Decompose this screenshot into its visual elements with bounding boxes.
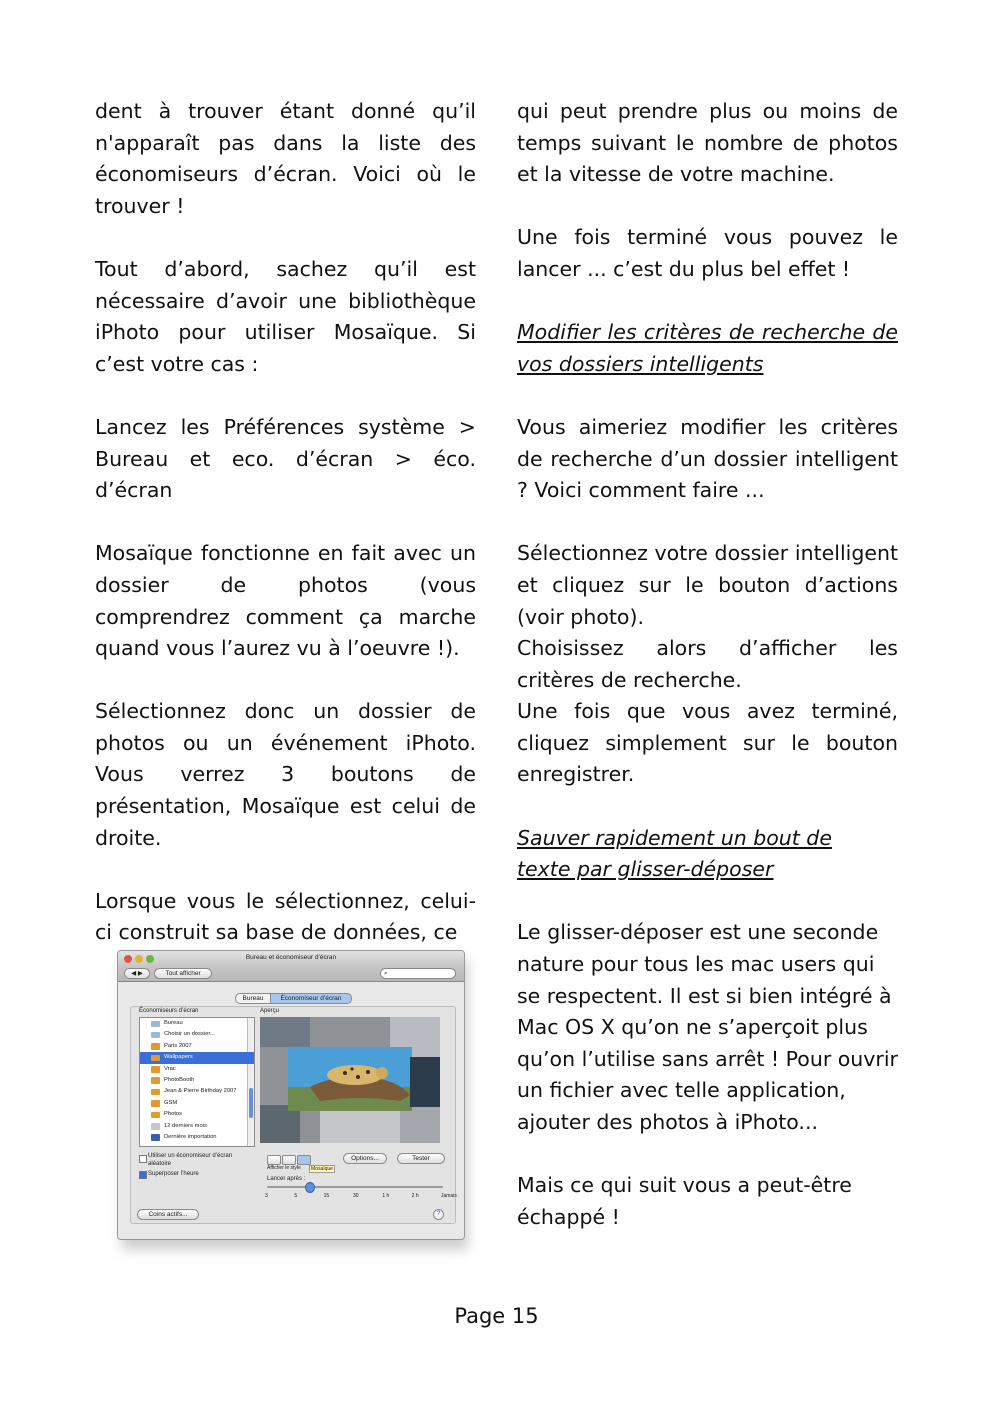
list-item-label: Wallpapers	[164, 1054, 193, 1061]
help-icon[interactable]: ?	[433, 1209, 444, 1220]
style-slideshow-icon[interactable]	[282, 1155, 296, 1165]
back-forward-icon[interactable]: ◀ ▶	[124, 968, 150, 979]
paragraph: Lancez les Préférences système > Bureau et eco. d’écran > éco. d’écran	[95, 414, 476, 503]
paragraph: Choisissez alors d’afficher les critères de recherche.	[517, 636, 898, 692]
style-mosaic-icon[interactable]	[297, 1155, 311, 1165]
paragraph: dent à trouver étant donné qu’il n'apparaît pas dans la liste des économiseurs d’écran. Voici où le trouver !	[95, 99, 476, 218]
slider-tick-label: 30	[353, 1193, 359, 1199]
paragraph: Tout d’abord, sachez qu’il est nécessaire d’avoir une bibliothèque iPhoto pour utiliser Mosaïque. Si c’est votre cas :	[95, 256, 476, 376]
list-item-label: Vrac	[164, 1065, 176, 1072]
list-item-label: PhotoBooth	[164, 1076, 195, 1083]
tab-screensaver[interactable]: Économiseur d’écran	[270, 993, 352, 1004]
options-button[interactable]: Options...	[343, 1153, 387, 1164]
close-icon[interactable]	[124, 955, 132, 963]
zoom-icon[interactable]	[146, 955, 154, 963]
list-item[interactable]	[140, 1029, 254, 1040]
display-style-label: Afficher le style	[267, 1165, 301, 1171]
minimize-icon[interactable]	[135, 955, 143, 963]
right-column	[517, 96, 898, 1265]
photo-album-icon	[151, 1089, 160, 1096]
slider-tick-label: 5	[294, 1193, 298, 1199]
style-grid-icon[interactable]	[267, 1155, 281, 1165]
folder-icon	[151, 1021, 160, 1028]
list-item[interactable]	[140, 1075, 254, 1086]
list-label: Économiseurs d’écran	[139, 1008, 199, 1014]
mosaic-preview-image	[260, 1017, 440, 1143]
preferences-window	[117, 950, 465, 1240]
mosaic-tooltip: Mosaïque	[311, 1166, 333, 1172]
clock-checkbox[interactable]	[139, 1171, 147, 1179]
search-field[interactable]	[380, 968, 456, 979]
paragraph: Sélectionnez votre dossier intelligent et cliquez sur le bouton d’actions (voir photo).	[517, 541, 898, 629]
start-after-label: Lancer après :	[267, 1176, 306, 1182]
section-heading: Modifier les critères de recherche de vos dossiers intelligents	[517, 320, 898, 376]
screensaver-list[interactable]	[139, 1017, 255, 1147]
photo-album-icon	[151, 1066, 160, 1073]
list-item[interactable]	[140, 1121, 254, 1132]
paragraph: Mais ce qui suit vous a peut-être échappé !	[517, 1173, 852, 1229]
toolbar	[118, 965, 464, 982]
delay-slider-thumb[interactable]	[305, 1182, 315, 1193]
random-checkbox[interactable]	[139, 1155, 147, 1163]
page-number: Page 15	[454, 1304, 539, 1328]
slider-tick-label: 3	[265, 1193, 268, 1199]
list-item-label: Jean & Pierre Birthday 2007	[164, 1088, 237, 1095]
list-item[interactable]	[140, 1041, 254, 1052]
photo-album-icon	[151, 1100, 160, 1107]
paragraph: qui peut prendre plus ou moins de temps suivant le nombre de photos et la vitesse de votre machine.	[517, 99, 898, 187]
section-heading-line: texte par glisser-déposer	[517, 857, 774, 882]
paragraph: Sélectionnez donc un dossier de photos ou un événement iPhoto. Vous verrez 3 boutons de présentation, Mosaïque est celui de droite.	[95, 699, 476, 850]
slider-tick-label: 1 h	[382, 1193, 390, 1199]
paragraph: Une fois terminé vous pouvez le lancer ... c’est du plus bel effet !	[517, 225, 898, 281]
photo-album-icon	[151, 1123, 160, 1130]
screenshot-figure	[114, 948, 468, 1242]
title-bar	[118, 951, 464, 965]
test-button[interactable]: Tester	[397, 1153, 445, 1164]
preview-label: Aperçu	[260, 1008, 280, 1014]
list-item-label: Bureau	[164, 1020, 183, 1026]
left-column	[95, 96, 476, 981]
slider-tick-label: 15	[323, 1193, 330, 1199]
tab-bureau[interactable]: Bureau	[235, 993, 271, 1004]
folder-icon	[151, 1032, 160, 1039]
paragraph: Vous aimeriez modifier les critères de recherche d’un dossier intelligent ? Voici comment faire ...	[517, 414, 898, 503]
list-item-label: Dernière importation	[164, 1133, 217, 1140]
settings-panel	[130, 1006, 456, 1224]
clock-checkbox-label: Superposer l’heure	[148, 1171, 199, 1177]
list-item-label: Choisir un dossier...	[164, 1031, 215, 1038]
search-icon: ⌕	[384, 970, 388, 977]
list-item-label: 12 derniers mois	[164, 1122, 207, 1129]
photo-album-icon	[151, 1043, 160, 1050]
show-all-button[interactable]: Tout afficher	[154, 968, 212, 979]
photo-album-icon	[151, 1112, 160, 1119]
photo-album-icon	[151, 1077, 160, 1084]
window-title: Bureau et économiseur d’écran	[245, 954, 337, 961]
slider-tick-label: Jamais	[441, 1193, 457, 1199]
random-checkbox-label: Utiliser un économiseur d’écran aléatoire	[148, 1153, 233, 1167]
list-item[interactable]	[140, 1064, 254, 1075]
list-item[interactable]	[140, 1132, 254, 1143]
hot-corners-button[interactable]: Coins actifs...	[137, 1209, 199, 1220]
delay-slider-track[interactable]	[267, 1186, 443, 1188]
paragraph: Le glisser-déposer est une seconde nature pour tous les mac users qui se respectent. Il est si bien intégré à Mac OS X qu’on ne s’aperçoit plus qu’on l’utilise sans arrêt ! Pour ouvrir un fichier avec telle application, ajouter des photos à iPhoto...	[517, 920, 898, 1134]
list-item-label: GSM	[164, 1099, 178, 1106]
paragraph: Lorsque vous le sélectionnez, celui-ci construit sa base de données, ce	[95, 888, 476, 945]
list-item[interactable]	[140, 1098, 254, 1109]
list-item[interactable]	[140, 1109, 254, 1120]
photo-album-icon	[151, 1134, 160, 1141]
list-item[interactable]	[140, 1086, 254, 1097]
preview-area	[260, 1017, 440, 1143]
section-heading-line: Sauver rapidement un bout de	[517, 825, 832, 850]
paragraph: Mosaïque fonctionne en fait avec un dossier de photos (vous comprendrez comment ça marche quand vous l’aurez vu à l’oeuvre !).	[95, 541, 476, 661]
list-item[interactable]	[140, 1052, 254, 1063]
photo-album-icon	[151, 1055, 160, 1062]
list-item[interactable]	[140, 1018, 254, 1029]
slider-tick-label: 2 h	[411, 1193, 419, 1199]
paragraph: Une fois que vous avez terminé, cliquez simplement sur le bouton enregistrer.	[517, 699, 898, 787]
list-item-label: Photos	[164, 1111, 183, 1118]
list-item-label: Paris 2007	[164, 1042, 192, 1049]
